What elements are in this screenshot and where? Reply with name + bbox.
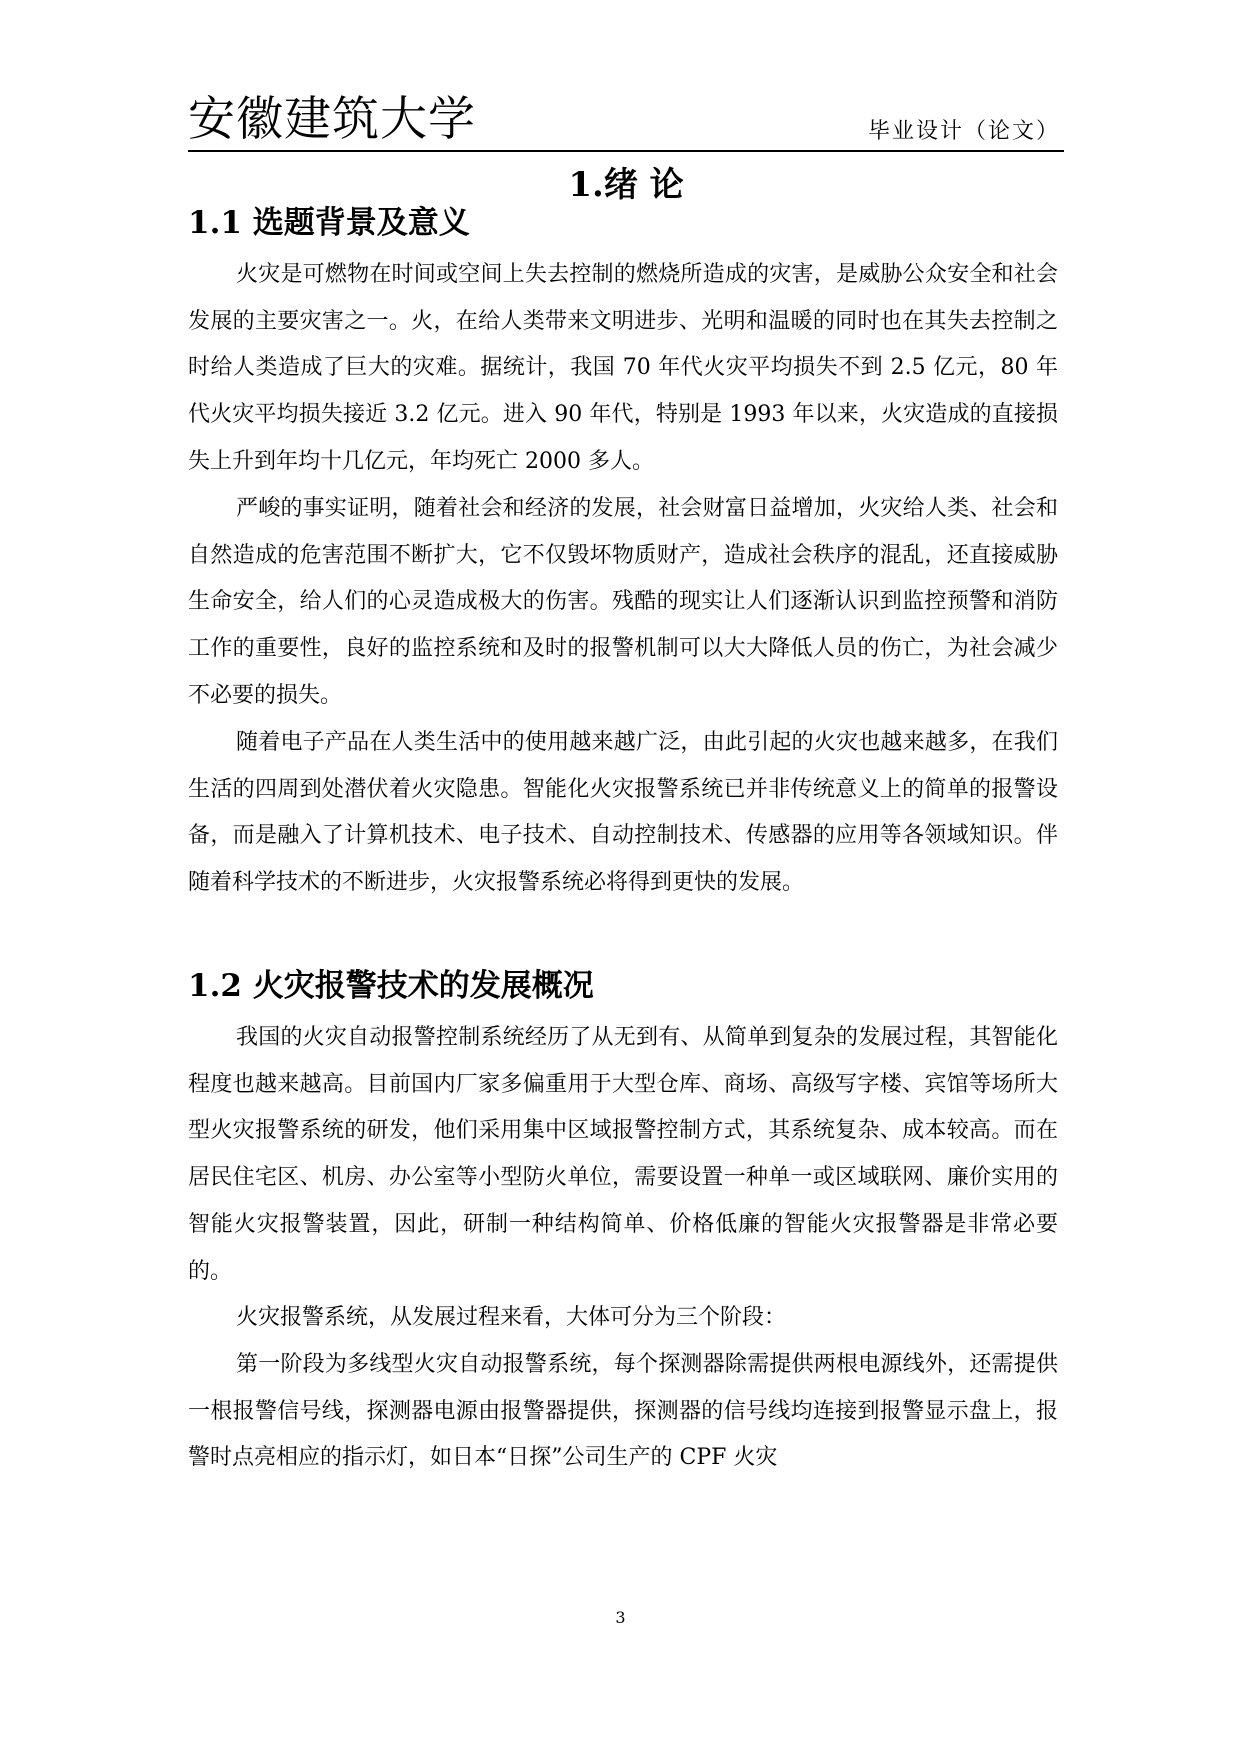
paragraph-1-2-2: 火灾报警系统，从发展过程来看，大体可分为三个阶段： <box>236 1305 787 1330</box>
section-title-1-1: 1.1 选题背景及意义 <box>188 205 470 241</box>
paragraph-1-1-1: 火灾是可燃物在时间或空间上失去控制的燃烧所造成的灾害，是威胁公众安全和社会发展的主要灾害之一。火，在给人类带来文明进步、光明和温暖的同时也在其失去控制之时给人类造成了巨大的灾难。据统计，我国 70 年代火灾平均损失不到 2.5 亿元，80 年代火灾平均损失接近 3.2 亿元。进入 90 年代，特别是 1993 年以来，火灾造成的直接损失上升到年均十几亿元，年均死亡 2000 多人。 <box>188 262 1058 474</box>
paragraph-1-1-3: 随着电子产品在人类生活中的使用越来越广泛，由此引起的火灾也越来越多，在我们生活的四周到处潜伏着火灾隐患。智能化火灾报警系统已并非传统意义上的简单的报警设备，而是融入了计算机技术、电子技术、自动控制技术、传感器的应用等各领域知识。伴随着科学技术的不断进步，火灾报警系统必将得到更快的发展。 <box>188 730 1058 896</box>
page-header <box>188 92 1064 152</box>
university-name: 安徽建筑大学 <box>188 92 476 147</box>
paragraph-1-1-2: 严峻的事实证明，随着社会和经济的发展，社会财富日益增加，火灾给人类、社会和自然造成的危害范围不断扩大，它不仅毁坏物质财产，造成社会秩序的混乱，还直接威胁生命安全，给人们的心灵造成极大的伤害。残酷的现实让人们逐渐认识到监控预警和消防工作的重要性，良好的监控系统和及时的报警机制可以大大降低人员的伤亡，为社会减少不必要的损失。 <box>188 496 1058 708</box>
page-number: 3 <box>615 1608 626 1627</box>
paragraph-1-2-1: 我国的火灾自动报警控制系统经历了从无到有、从简单到复杂的发展过程，其智能化程度也越来越高。目前国内厂家多偏重用于大型仓库、商场、高级写字楼、宾馆等场所大型火灾报警系统的研发，他们采用集中区域报警控制方式，其系统复杂、成本较高。而在居民住宅区、机房、办公室等小型防火单位，需要设置一种单一或区域联网、廉价实用的智能火灾报警装置，因此，研制一种结构简单、价格低廉的智能火灾报警器是非常必要的。 <box>188 1025 1058 1284</box>
document-type: 毕业设计（论文） <box>867 119 1060 144</box>
chapter-title: 1.绪 论 <box>568 165 684 205</box>
paragraph-1-2-3: 第一阶段为多线型火灾自动报警系统，每个探测器除需提供两根电源线外，还需提供一根报警信号线，探测器电源由报警器提供，探测器的信号线均连接到报警显示盘上，报警时点亮相应的指示灯，如日本“日探”公司生产的 CPF 火灾 <box>188 1352 1058 1471</box>
section-title-1-2: 1.2 火灾报警技术的发展概况 <box>188 968 594 1004</box>
